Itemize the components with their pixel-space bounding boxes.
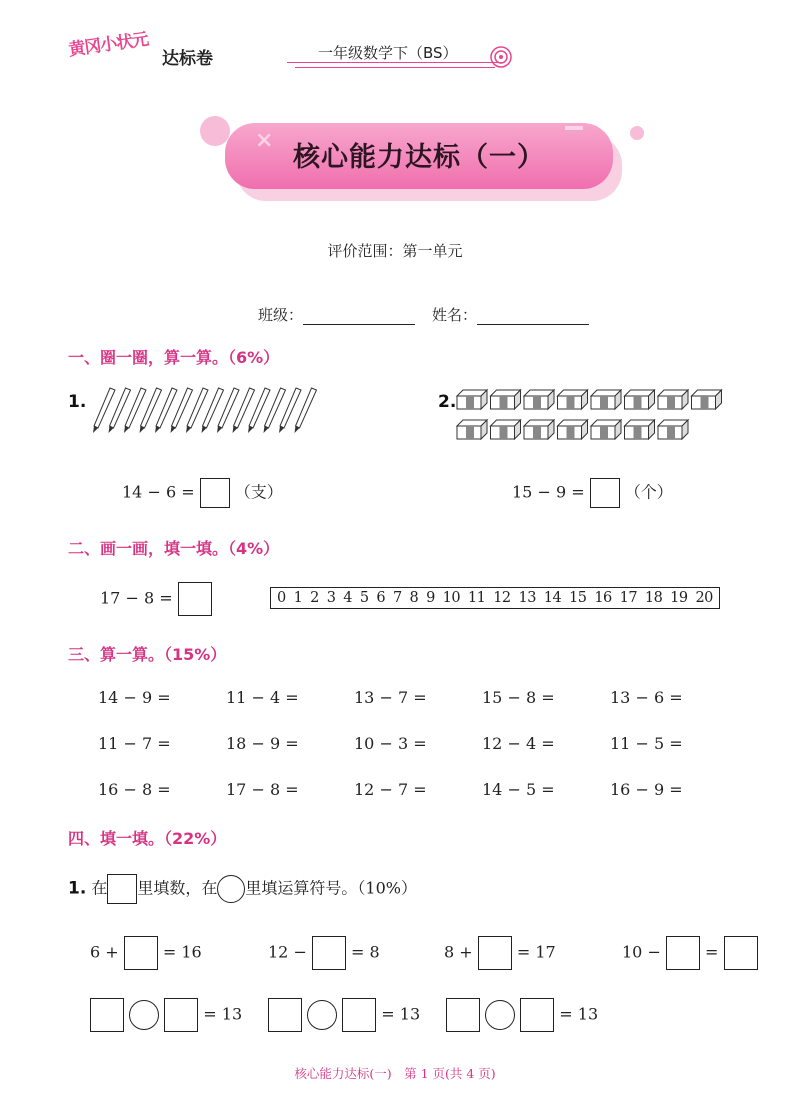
number-line [270, 587, 720, 609]
brand-subtitle: 达标卷 [162, 49, 213, 69]
calc-item: 14 − 9 = [98, 688, 171, 707]
operator-circle[interactable] [307, 1000, 337, 1030]
section-1-heading: 一、圈一圈，算一算。（6%） [68, 348, 280, 367]
number-line-tick: 7 [392, 590, 402, 606]
eraser-icon [457, 420, 487, 439]
fill-eq-1: 6 + = 16 [90, 936, 202, 970]
section-4-heading: 四、填一填。（22%） [68, 829, 227, 848]
calc-item: 18 − 9 = [226, 734, 299, 753]
number-line-tick: 13 [518, 590, 536, 606]
answer-box[interactable] [268, 998, 302, 1032]
eraser-icon [591, 390, 621, 409]
answer-box[interactable] [164, 998, 198, 1032]
equation-1: 14 − 6 = （支） [122, 478, 283, 508]
number-line-tick: 12 [493, 590, 511, 606]
class-blank[interactable] [303, 308, 415, 325]
calc-item: 15 − 8 = [482, 688, 555, 707]
answer-box[interactable] [124, 936, 158, 970]
equation-2: 15 − 9 = （个） [512, 478, 673, 508]
eraser-icon [558, 420, 588, 439]
name-label: 姓名： [432, 306, 478, 324]
header-divider-thin [295, 67, 495, 68]
number-line-tick: 6 [376, 590, 386, 606]
answer-box[interactable] [666, 936, 700, 970]
decor-bubble [630, 126, 644, 140]
times-icon: × [255, 128, 274, 153]
number-line-tick: 19 [670, 590, 688, 606]
number-line-tick: 9 [426, 590, 435, 606]
section-4-instruction: 1. 在 里填数，在 里填运算符号。（10%） [68, 874, 417, 904]
calc-item: 11 − 7 = [98, 734, 171, 753]
calc-item: 11 − 5 = [610, 734, 683, 753]
number-line-tick: 15 [569, 590, 587, 606]
calc-item: 17 − 8 = [226, 780, 299, 799]
eraser-icon [524, 420, 554, 439]
header-divider [287, 62, 502, 63]
eraser-icon [692, 390, 722, 409]
question-1-number: 1. [68, 392, 87, 412]
calc-row-3 [98, 780, 738, 799]
answer-box[interactable] [520, 998, 554, 1032]
erasers-illustration [455, 386, 735, 448]
grade-label: 一年级数学下（BS） [318, 44, 458, 62]
section-3-heading: 三、算一算。（15%） [68, 645, 227, 664]
answer-box[interactable] [312, 936, 346, 970]
fill-eq-4: 10 − = [622, 936, 758, 970]
number-line-tick: 14 [543, 590, 562, 606]
calc-row-2 [98, 734, 738, 753]
section-2-heading: 二、画一画，填一填。（4%） [68, 539, 280, 558]
page-title: 核心能力达标（一） [293, 142, 545, 173]
number-line-tick: 8 [409, 590, 419, 606]
calc-item: 16 − 8 = [98, 780, 171, 799]
operator-eq-1: = 13 [90, 998, 242, 1032]
calc-item: 13 − 6 = [610, 688, 683, 707]
number-line-tick: 2 [310, 590, 319, 606]
number-line-tick: 3 [326, 590, 336, 606]
number-line-tick: 10 [442, 590, 461, 606]
calc-item: 12 − 4 = [482, 734, 555, 753]
operator-eq-3: = 13 [446, 998, 598, 1032]
eraser-icon [558, 390, 588, 409]
operator-circle[interactable] [485, 1000, 515, 1030]
number-line-tick: 5 [359, 590, 369, 606]
operator-circle[interactable] [129, 1000, 159, 1030]
sample-circle [217, 875, 245, 903]
pencils-illustration [86, 386, 326, 436]
number-line-tick: 4 [343, 590, 352, 606]
eraser-icon [625, 420, 655, 439]
name-field[interactable] [432, 304, 589, 325]
class-field[interactable] [258, 304, 415, 325]
calc-item: 14 − 5 = [482, 780, 555, 799]
eraser-icon [625, 390, 655, 409]
answer-box[interactable] [200, 478, 230, 508]
answer-box[interactable] [90, 998, 124, 1032]
operator-eq-2: = 13 [268, 998, 420, 1032]
calc-row-1 [98, 688, 738, 707]
eraser-icon [457, 390, 487, 409]
question-2-number: 2. [438, 392, 457, 412]
class-label: 班级： [258, 306, 304, 324]
name-blank[interactable] [477, 308, 589, 325]
evaluation-scope: 评价范围：第一单元 [327, 242, 463, 260]
brand-logo: 黄冈小状元 [67, 29, 150, 61]
eraser-icon [491, 420, 521, 439]
eraser-icon [591, 420, 621, 439]
section-2-equation: 17 − 8 = [100, 582, 212, 616]
calc-item: 16 − 9 = [610, 780, 683, 799]
answer-box[interactable] [724, 936, 758, 970]
answer-box[interactable] [590, 478, 620, 508]
page-footer: 核心能力达标(一) 第 1 页(共 4 页) [294, 1066, 496, 1081]
calc-item: 10 − 3 = [354, 734, 427, 753]
answer-box[interactable] [178, 582, 212, 616]
eraser-icon [491, 390, 521, 409]
calc-item: 12 − 7 = [354, 780, 427, 799]
number-line-tick: 0 [277, 590, 286, 606]
answer-box[interactable] [342, 998, 376, 1032]
fill-eq-3: 8 + = 17 [444, 936, 556, 970]
sample-box [107, 874, 137, 904]
spiral-icon [488, 44, 514, 70]
number-line-tick: 20 [695, 590, 713, 606]
number-line-tick: 17 [619, 590, 638, 606]
eraser-icon [524, 390, 554, 409]
eraser-icon [658, 420, 688, 439]
number-line-tick: 18 [644, 590, 663, 606]
calc-item: 11 − 4 = [226, 688, 299, 707]
number-line-tick: 11 [467, 590, 486, 606]
fill-eq-2: 12 − = 8 [268, 936, 380, 970]
minus-icon [565, 126, 583, 130]
number-line-tick: 16 [594, 590, 612, 606]
calc-item: 13 − 7 = [354, 688, 427, 707]
answer-box[interactable] [446, 998, 480, 1032]
eraser-icon [658, 390, 688, 409]
answer-box[interactable] [478, 936, 512, 970]
number-line-tick: 1 [293, 590, 303, 606]
